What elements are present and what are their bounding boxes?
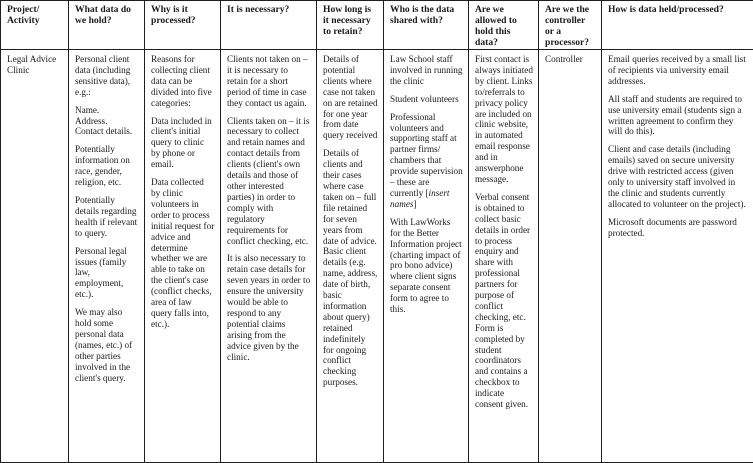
paragraph: Details of clients and their cases where case taken on – full file retained for seven years from date of advice. Basic client details (e.g. name, address, date of birth, basic information about query) retained indefinitely for ongoing conflict checking purposes. <box>323 148 378 388</box>
table-row <box>1 50 753 463</box>
paragraph: All staff and students are required to use university email (students sign a written agreement to confirm they will do this). <box>608 93 743 137</box>
cell-is-necessary <box>221 50 317 463</box>
paragraph: Personal client data (including sensitive data), e.g.: <box>75 54 131 97</box>
paragraph: First contact is always initiated by client. Links to/referrals to privacy policy are included on clinic website, in automated email response and in answerphone message. <box>475 54 533 184</box>
header-what-data: What data do we hold? <box>69 1 145 50</box>
role-value: Controller <box>545 54 583 64</box>
header-controller-processor: Are we the controller or a processor? <box>539 1 602 50</box>
header-project-activity: Project/ Activity <box>1 1 69 50</box>
paragraph: Personal legal issues (family law, employment, etc.). <box>75 245 127 300</box>
cell-how-held <box>602 50 753 463</box>
header-why-processed: Why is it processed? <box>145 1 221 50</box>
cell-what-data <box>69 50 145 463</box>
project-name: Legal Advice Clinic <box>7 54 57 75</box>
paragraph: Details of potential clients where case not taken on are retained for one year from date query received <box>323 54 378 141</box>
header-is-necessary: It is necessary? <box>221 1 317 50</box>
cell-controller-processor <box>539 50 602 463</box>
header-shared-with: Who is the data shared with? <box>384 1 469 50</box>
cell-retention <box>317 50 384 463</box>
paragraph: Client and case details (including emails) saved on secure university drive with restricted access (given only to university staff involved in the clinic and students currently allocated to volunteer on the project). <box>608 144 746 209</box>
header-row <box>1 1 753 50</box>
paragraph: Clients taken on – it is necessary to collect and retain names and contact details from clients (client's own details and those of other interested parties) in order to comply with regulatory requirements for conflict checking, etc. <box>227 115 310 246</box>
paragraph: Potentially details regarding health if relevant to query. <box>75 194 138 238</box>
paragraph: Name. Address. Contact details. <box>75 104 133 137</box>
paragraph: Microsoft documents are password protected. <box>608 216 737 238</box>
text: ] <box>413 198 417 209</box>
paragraph: It is also necessary to retain case details for seven years in order to ensure the university would be able to respond to any potential claims arising from the advice given by the clinic. <box>227 253 311 362</box>
paragraph: Clients not taken on – it is necessary to retain for a short period of time in case they contact us again. <box>227 54 308 108</box>
paragraph: With LawWorks for the Better Information project (charting impact of pro bono advice) where client signs separate consent form to agree to this. <box>390 216 462 315</box>
paragraph: Reasons for collecting client data can be divided into five categories: <box>151 54 212 108</box>
cell-why-processed <box>145 50 221 463</box>
paragraph: Email queries received by a small list of recipients via university email addresses. <box>608 54 746 86</box>
paragraph <box>390 112 463 210</box>
cell-shared-with <box>384 50 469 463</box>
header-retention: How long is it necessary to retain? <box>317 1 384 50</box>
cell-allowed <box>469 50 539 463</box>
paragraph: We may also hold some personal data (names, etc.) of other parties involved in the client's query. <box>75 307 133 383</box>
cell-project <box>1 50 69 463</box>
paragraph: Law School staff involved in running the clinic <box>390 54 463 86</box>
header-how-held: How is data held/processed? <box>602 1 753 50</box>
paragraph: Student volunteers <box>390 93 459 104</box>
paragraph: Data collected by clinic volunteers in order to process initial request for advice and determine whether we are able to take on the client's case (conflict checks, area of law query falls into, etc.). <box>151 177 215 329</box>
text: Professional volunteers and supporting staff at partner firms/ chambers that provide supervision – these are currently [ <box>390 111 463 198</box>
paragraph: Potentially information on race, gender, religion, etc. <box>75 144 130 188</box>
placeholder-text: insert names <box>390 187 450 209</box>
paragraph: Data included in client's initial query to clinic by phone or email. <box>151 115 212 170</box>
header-allowed: Are we allowed to hold this data? <box>469 1 539 50</box>
paragraph: Verbal consent is obtained to collect basic details in order to process enquiry and share with professional partners for purpose of conflict checking, etc. Form is completed by student coordinators and contains a checkbox to indicate consent given. <box>475 191 531 410</box>
